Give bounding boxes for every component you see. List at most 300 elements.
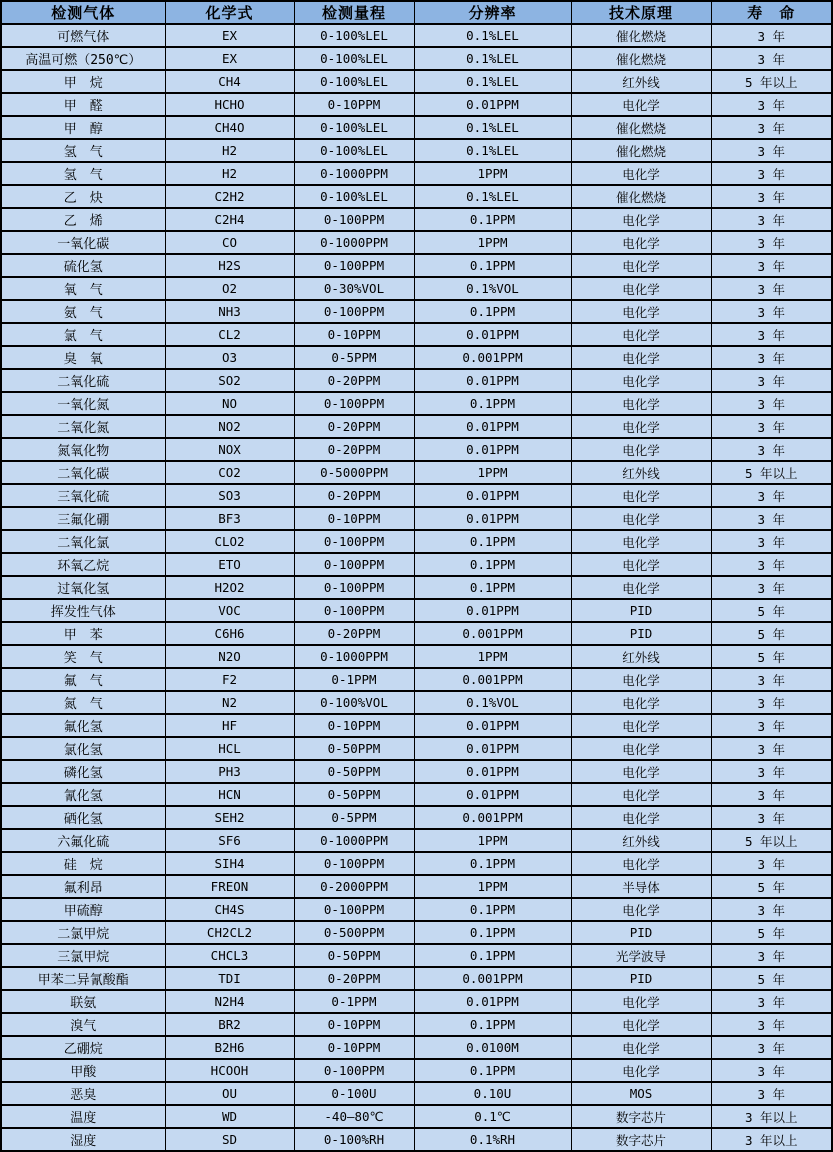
cell-lifespan: 5 年 xyxy=(711,921,832,944)
cell-technology: 电化学 xyxy=(571,415,711,438)
cell-resolution: 0.1PPM xyxy=(414,300,571,323)
cell-gas-name: 氢 气 xyxy=(1,139,165,162)
cell-detection-range: 0-20PPM xyxy=(294,415,414,438)
table-row xyxy=(1,944,832,967)
cell-resolution: 0.1%VOL xyxy=(414,277,571,300)
cell-gas-name: 过氧化氢 xyxy=(1,576,165,599)
cell-resolution: 0.01PPM xyxy=(414,369,571,392)
cell-chemical-formula: SD xyxy=(165,1128,294,1151)
cell-chemical-formula: BF3 xyxy=(165,507,294,530)
cell-technology: 电化学 xyxy=(571,553,711,576)
cell-lifespan: 3 年 xyxy=(711,737,832,760)
cell-resolution: 0.01PPM xyxy=(414,438,571,461)
cell-detection-range: 0-5PPM xyxy=(294,346,414,369)
cell-resolution: 0.1PPM xyxy=(414,921,571,944)
cell-chemical-formula: CH4 xyxy=(165,70,294,93)
cell-detection-range: 0-100PPM xyxy=(294,553,414,576)
table-row xyxy=(1,185,832,208)
cell-lifespan: 3 年 xyxy=(711,24,832,47)
cell-detection-range: -40—80℃ xyxy=(294,1105,414,1128)
cell-chemical-formula: CH4O xyxy=(165,116,294,139)
cell-resolution: 0.1PPM xyxy=(414,1013,571,1036)
cell-technology: 电化学 xyxy=(571,507,711,530)
cell-detection-range: 0-10PPM xyxy=(294,323,414,346)
cell-technology: 电化学 xyxy=(571,737,711,760)
cell-chemical-formula: N2O xyxy=(165,645,294,668)
cell-chemical-formula: NO2 xyxy=(165,415,294,438)
cell-gas-name: 笑 气 xyxy=(1,645,165,668)
table-row xyxy=(1,162,832,185)
cell-chemical-formula: H2S xyxy=(165,254,294,277)
cell-lifespan: 3 年 xyxy=(711,47,832,70)
cell-gas-name: 三氟化硼 xyxy=(1,507,165,530)
cell-chemical-formula: H2O2 xyxy=(165,576,294,599)
table-row xyxy=(1,760,832,783)
cell-gas-name: 氟利昂 xyxy=(1,875,165,898)
cell-technology: 电化学 xyxy=(571,852,711,875)
table-row xyxy=(1,1013,832,1036)
cell-lifespan: 3 年 xyxy=(711,139,832,162)
cell-resolution: 0.01PPM xyxy=(414,783,571,806)
cell-resolution: 0.01PPM xyxy=(414,599,571,622)
cell-gas-name: 氰化氢 xyxy=(1,783,165,806)
cell-technology: 红外线 xyxy=(571,70,711,93)
cell-gas-name: 氮 气 xyxy=(1,691,165,714)
cell-resolution: 0.1PPM xyxy=(414,208,571,231)
cell-technology: 数字芯片 xyxy=(571,1105,711,1128)
cell-lifespan: 3 年 xyxy=(711,438,832,461)
cell-chemical-formula: C6H6 xyxy=(165,622,294,645)
cell-chemical-formula: EX xyxy=(165,24,294,47)
cell-chemical-formula: HCHO xyxy=(165,93,294,116)
cell-gas-name: 臭 氧 xyxy=(1,346,165,369)
cell-chemical-formula: HF xyxy=(165,714,294,737)
cell-lifespan: 5 年 xyxy=(711,622,832,645)
cell-chemical-formula: NO xyxy=(165,392,294,415)
cell-lifespan: 3 年 xyxy=(711,1059,832,1082)
table-row xyxy=(1,921,832,944)
table-row xyxy=(1,346,832,369)
cell-lifespan: 3 年 xyxy=(711,553,832,576)
cell-detection-range: 0-1000PPM xyxy=(294,645,414,668)
cell-chemical-formula: CLO2 xyxy=(165,530,294,553)
cell-detection-range: 0-20PPM xyxy=(294,438,414,461)
cell-resolution: 0.01PPM xyxy=(414,323,571,346)
cell-gas-name: 氮氧化物 xyxy=(1,438,165,461)
cell-detection-range: 0-100%LEL xyxy=(294,139,414,162)
cell-lifespan: 3 年 xyxy=(711,530,832,553)
cell-detection-range: 0-50PPM xyxy=(294,944,414,967)
cell-gas-name: 氯化氢 xyxy=(1,737,165,760)
cell-detection-range: 0-100PPM xyxy=(294,1059,414,1082)
cell-gas-name: 氟 气 xyxy=(1,668,165,691)
cell-technology: 电化学 xyxy=(571,806,711,829)
cell-lifespan: 3 年 xyxy=(711,93,832,116)
cell-detection-range: 0-10PPM xyxy=(294,1013,414,1036)
cell-detection-range: 0-10PPM xyxy=(294,93,414,116)
cell-lifespan: 3 年 xyxy=(711,783,832,806)
cell-gas-name: 氨 气 xyxy=(1,300,165,323)
cell-resolution: 0.001PPM xyxy=(414,346,571,369)
cell-technology: 催化燃烧 xyxy=(571,47,711,70)
cell-detection-range: 0-1000PPM xyxy=(294,829,414,852)
cell-detection-range: 0-100PPM xyxy=(294,852,414,875)
cell-technology: 电化学 xyxy=(571,231,711,254)
cell-resolution: 0.01PPM xyxy=(414,760,571,783)
cell-chemical-formula: SF6 xyxy=(165,829,294,852)
cell-resolution: 0.10U xyxy=(414,1082,571,1105)
cell-technology: MOS xyxy=(571,1082,711,1105)
column-header-gas-name: 检测气体 xyxy=(1,1,165,24)
cell-chemical-formula: BR2 xyxy=(165,1013,294,1036)
cell-resolution: 0.001PPM xyxy=(414,622,571,645)
cell-chemical-formula: CO2 xyxy=(165,461,294,484)
table-row xyxy=(1,668,832,691)
cell-chemical-formula: HCN xyxy=(165,783,294,806)
cell-lifespan: 3 年 xyxy=(711,392,832,415)
table-row xyxy=(1,1059,832,1082)
table-row xyxy=(1,967,832,990)
cell-resolution: 0.1%LEL xyxy=(414,70,571,93)
cell-lifespan: 3 年 xyxy=(711,576,832,599)
cell-technology: 电化学 xyxy=(571,1036,711,1059)
cell-resolution: 0.001PPM xyxy=(414,806,571,829)
cell-lifespan: 5 年 xyxy=(711,599,832,622)
cell-chemical-formula: O2 xyxy=(165,277,294,300)
cell-chemical-formula: CH2CL2 xyxy=(165,921,294,944)
cell-detection-range: 0-20PPM xyxy=(294,967,414,990)
cell-detection-range: 0-100PPM xyxy=(294,208,414,231)
cell-gas-name: 甲 苯 xyxy=(1,622,165,645)
cell-resolution: 0.1PPM xyxy=(414,254,571,277)
cell-chemical-formula: NOX xyxy=(165,438,294,461)
cell-chemical-formula: ETO xyxy=(165,553,294,576)
cell-lifespan: 3 年 xyxy=(711,898,832,921)
cell-resolution: 0.01PPM xyxy=(414,415,571,438)
cell-gas-name: 乙 炔 xyxy=(1,185,165,208)
cell-lifespan: 3 年 xyxy=(711,185,832,208)
cell-technology: 电化学 xyxy=(571,162,711,185)
cell-technology: 电化学 xyxy=(571,1059,711,1082)
cell-detection-range: 0-100%LEL xyxy=(294,116,414,139)
table-row xyxy=(1,530,832,553)
cell-lifespan: 3 年 xyxy=(711,990,832,1013)
cell-gas-name: 可燃气体 xyxy=(1,24,165,47)
table-row xyxy=(1,875,832,898)
cell-lifespan: 3 年 xyxy=(711,323,832,346)
cell-technology: 电化学 xyxy=(571,254,711,277)
cell-chemical-formula: O3 xyxy=(165,346,294,369)
table-row xyxy=(1,231,832,254)
table-row xyxy=(1,714,832,737)
column-header-chemical-formula: 化学式 xyxy=(165,1,294,24)
table-row xyxy=(1,438,832,461)
cell-technology: 电化学 xyxy=(571,530,711,553)
cell-gas-name: 温度 xyxy=(1,1105,165,1128)
table-row xyxy=(1,116,832,139)
cell-resolution: 0.0100M xyxy=(414,1036,571,1059)
cell-lifespan: 3 年 xyxy=(711,300,832,323)
cell-technology: 电化学 xyxy=(571,990,711,1013)
cell-technology: PID xyxy=(571,967,711,990)
cell-lifespan: 3 年 xyxy=(711,231,832,254)
table-row xyxy=(1,461,832,484)
cell-technology: 数字芯片 xyxy=(571,1128,711,1151)
cell-gas-name: 甲酸 xyxy=(1,1059,165,1082)
cell-detection-range: 0-50PPM xyxy=(294,783,414,806)
cell-technology: 电化学 xyxy=(571,93,711,116)
cell-technology: 电化学 xyxy=(571,691,711,714)
cell-chemical-formula: SO3 xyxy=(165,484,294,507)
table-row xyxy=(1,323,832,346)
cell-detection-range: 0-100%RH xyxy=(294,1128,414,1151)
cell-chemical-formula: H2 xyxy=(165,162,294,185)
header-row xyxy=(1,1,832,24)
cell-resolution: 0.01PPM xyxy=(414,990,571,1013)
cell-detection-range: 0-500PPM xyxy=(294,921,414,944)
cell-technology: 电化学 xyxy=(571,323,711,346)
cell-resolution: 0.1%LEL xyxy=(414,24,571,47)
cell-lifespan: 3 年 xyxy=(711,415,832,438)
cell-chemical-formula: PH3 xyxy=(165,760,294,783)
cell-detection-range: 0-10PPM xyxy=(294,507,414,530)
cell-lifespan: 3 年 xyxy=(711,760,832,783)
cell-technology: 电化学 xyxy=(571,277,711,300)
cell-lifespan: 5 年 xyxy=(711,645,832,668)
cell-resolution: 1PPM xyxy=(414,461,571,484)
cell-detection-range: 0-100%LEL xyxy=(294,24,414,47)
cell-technology: 电化学 xyxy=(571,369,711,392)
cell-chemical-formula: EX xyxy=(165,47,294,70)
cell-detection-range: 0-100%VOL xyxy=(294,691,414,714)
cell-chemical-formula: FREON xyxy=(165,875,294,898)
cell-gas-name: 湿度 xyxy=(1,1128,165,1151)
table-row xyxy=(1,47,832,70)
cell-chemical-formula: CL2 xyxy=(165,323,294,346)
cell-lifespan: 3 年 xyxy=(711,714,832,737)
cell-technology: 红外线 xyxy=(571,829,711,852)
cell-technology: PID xyxy=(571,622,711,645)
cell-gas-name: 溴气 xyxy=(1,1013,165,1036)
cell-lifespan: 3 年 xyxy=(711,507,832,530)
cell-gas-name: 三氧化硫 xyxy=(1,484,165,507)
cell-detection-range: 0-10PPM xyxy=(294,1036,414,1059)
cell-chemical-formula: HCOOH xyxy=(165,1059,294,1082)
cell-resolution: 0.1PPM xyxy=(414,392,571,415)
cell-detection-range: 0-50PPM xyxy=(294,760,414,783)
cell-resolution: 0.1PPM xyxy=(414,576,571,599)
table-row xyxy=(1,300,832,323)
cell-detection-range: 0-20PPM xyxy=(294,369,414,392)
table-row xyxy=(1,254,832,277)
column-header-technology: 技术原理 xyxy=(571,1,711,24)
cell-technology: 半导体 xyxy=(571,875,711,898)
column-header-lifespan: 寿 命 xyxy=(711,1,832,24)
cell-technology: PID xyxy=(571,599,711,622)
cell-resolution: 0.1%RH xyxy=(414,1128,571,1151)
table-row xyxy=(1,208,832,231)
cell-resolution: 0.1%VOL xyxy=(414,691,571,714)
cell-chemical-formula: C2H4 xyxy=(165,208,294,231)
cell-technology: 电化学 xyxy=(571,484,711,507)
cell-detection-range: 0-1PPM xyxy=(294,990,414,1013)
table-row xyxy=(1,645,832,668)
table-row xyxy=(1,277,832,300)
cell-detection-range: 0-2000PPM xyxy=(294,875,414,898)
cell-gas-name: 硫化氢 xyxy=(1,254,165,277)
cell-technology: 电化学 xyxy=(571,898,711,921)
table-body xyxy=(1,24,832,1151)
cell-detection-range: 0-100PPM xyxy=(294,576,414,599)
cell-technology: 电化学 xyxy=(571,346,711,369)
table-row xyxy=(1,806,832,829)
cell-gas-name: 恶臭 xyxy=(1,1082,165,1105)
cell-gas-name: 甲 烷 xyxy=(1,70,165,93)
cell-technology: 催化燃烧 xyxy=(571,139,711,162)
cell-detection-range: 0-20PPM xyxy=(294,484,414,507)
cell-lifespan: 3 年以上 xyxy=(711,1105,832,1128)
cell-chemical-formula: CH4S xyxy=(165,898,294,921)
cell-lifespan: 5 年 xyxy=(711,875,832,898)
table-row xyxy=(1,622,832,645)
cell-detection-range: 0-100%LEL xyxy=(294,185,414,208)
cell-technology: 红外线 xyxy=(571,645,711,668)
cell-lifespan: 3 年 xyxy=(711,944,832,967)
cell-chemical-formula: F2 xyxy=(165,668,294,691)
cell-gas-name: 二氧化碳 xyxy=(1,461,165,484)
cell-chemical-formula: SIH4 xyxy=(165,852,294,875)
cell-chemical-formula: B2H6 xyxy=(165,1036,294,1059)
cell-gas-name: 一氧化氮 xyxy=(1,392,165,415)
table-row xyxy=(1,990,832,1013)
cell-lifespan: 3 年 xyxy=(711,668,832,691)
cell-technology: 电化学 xyxy=(571,668,711,691)
cell-gas-name: 氧 气 xyxy=(1,277,165,300)
table-row xyxy=(1,1036,832,1059)
cell-lifespan: 3 年 xyxy=(711,1013,832,1036)
cell-gas-name: 联氨 xyxy=(1,990,165,1013)
cell-chemical-formula: N2H4 xyxy=(165,990,294,1013)
table-row xyxy=(1,576,832,599)
table-row xyxy=(1,1082,832,1105)
cell-resolution: 0.1%LEL xyxy=(414,185,571,208)
table-row xyxy=(1,852,832,875)
cell-chemical-formula: CO xyxy=(165,231,294,254)
cell-gas-name: 二氯甲烷 xyxy=(1,921,165,944)
cell-gas-name: 乙 烯 xyxy=(1,208,165,231)
cell-resolution: 1PPM xyxy=(414,162,571,185)
cell-resolution: 0.1%LEL xyxy=(414,139,571,162)
cell-lifespan: 5 年以上 xyxy=(711,70,832,93)
cell-resolution: 0.1PPM xyxy=(414,553,571,576)
cell-detection-range: 0-1000PPM xyxy=(294,231,414,254)
table-header xyxy=(1,1,832,24)
cell-lifespan: 3 年 xyxy=(711,162,832,185)
table-row xyxy=(1,93,832,116)
table-row xyxy=(1,139,832,162)
cell-gas-name: 甲 醇 xyxy=(1,116,165,139)
cell-technology: 电化学 xyxy=(571,576,711,599)
cell-gas-name: 甲 醛 xyxy=(1,93,165,116)
cell-detection-range: 0-100%LEL xyxy=(294,47,414,70)
cell-detection-range: 0-100PPM xyxy=(294,599,414,622)
cell-detection-range: 0-50PPM xyxy=(294,737,414,760)
table-row xyxy=(1,599,832,622)
cell-detection-range: 0-100PPM xyxy=(294,898,414,921)
cell-resolution: 0.1℃ xyxy=(414,1105,571,1128)
cell-lifespan: 3 年 xyxy=(711,346,832,369)
cell-chemical-formula: N2 xyxy=(165,691,294,714)
cell-detection-range: 0-20PPM xyxy=(294,622,414,645)
cell-gas-name: 六氟化硫 xyxy=(1,829,165,852)
cell-technology: 光学波导 xyxy=(571,944,711,967)
cell-lifespan: 3 年 xyxy=(711,691,832,714)
cell-chemical-formula: CHCL3 xyxy=(165,944,294,967)
cell-lifespan: 5 年以上 xyxy=(711,829,832,852)
cell-lifespan: 5 年以上 xyxy=(711,461,832,484)
cell-chemical-formula: HCL xyxy=(165,737,294,760)
cell-chemical-formula: TDI xyxy=(165,967,294,990)
table-row xyxy=(1,70,832,93)
table-row xyxy=(1,829,832,852)
cell-detection-range: 0-30%VOL xyxy=(294,277,414,300)
cell-gas-name: 氟化氢 xyxy=(1,714,165,737)
table-row xyxy=(1,783,832,806)
cell-gas-name: 乙硼烷 xyxy=(1,1036,165,1059)
cell-resolution: 0.1PPM xyxy=(414,898,571,921)
cell-resolution: 0.01PPM xyxy=(414,714,571,737)
table-row xyxy=(1,1105,832,1128)
cell-resolution: 0.1%LEL xyxy=(414,47,571,70)
cell-lifespan: 3 年 xyxy=(711,852,832,875)
cell-technology: 红外线 xyxy=(571,461,711,484)
cell-detection-range: 0-100U xyxy=(294,1082,414,1105)
cell-resolution: 0.01PPM xyxy=(414,507,571,530)
cell-technology: 电化学 xyxy=(571,783,711,806)
cell-lifespan: 3 年以上 xyxy=(711,1128,832,1151)
cell-chemical-formula: VOC xyxy=(165,599,294,622)
cell-detection-range: 0-100%LEL xyxy=(294,70,414,93)
cell-detection-range: 0-100PPM xyxy=(294,254,414,277)
table-row xyxy=(1,691,832,714)
cell-detection-range: 0-10PPM xyxy=(294,714,414,737)
cell-detection-range: 0-5000PPM xyxy=(294,461,414,484)
cell-resolution: 1PPM xyxy=(414,875,571,898)
cell-resolution: 0.01PPM xyxy=(414,93,571,116)
cell-chemical-formula: SO2 xyxy=(165,369,294,392)
cell-technology: 电化学 xyxy=(571,208,711,231)
cell-lifespan: 3 年 xyxy=(711,1036,832,1059)
cell-detection-range: 0-1PPM xyxy=(294,668,414,691)
cell-gas-name: 二氧化氯 xyxy=(1,530,165,553)
cell-lifespan: 3 年 xyxy=(711,1082,832,1105)
cell-resolution: 0.001PPM xyxy=(414,967,571,990)
cell-gas-name: 氢 气 xyxy=(1,162,165,185)
cell-gas-name: 硒化氢 xyxy=(1,806,165,829)
cell-resolution: 0.1PPM xyxy=(414,852,571,875)
cell-lifespan: 3 年 xyxy=(711,277,832,300)
cell-chemical-formula: NH3 xyxy=(165,300,294,323)
table-row xyxy=(1,898,832,921)
cell-detection-range: 0-100PPM xyxy=(294,530,414,553)
cell-technology: PID xyxy=(571,921,711,944)
table-row xyxy=(1,484,832,507)
cell-technology: 电化学 xyxy=(571,1013,711,1036)
cell-chemical-formula: SEH2 xyxy=(165,806,294,829)
cell-technology: 电化学 xyxy=(571,392,711,415)
table-row xyxy=(1,737,832,760)
cell-detection-range: 0-100PPM xyxy=(294,392,414,415)
